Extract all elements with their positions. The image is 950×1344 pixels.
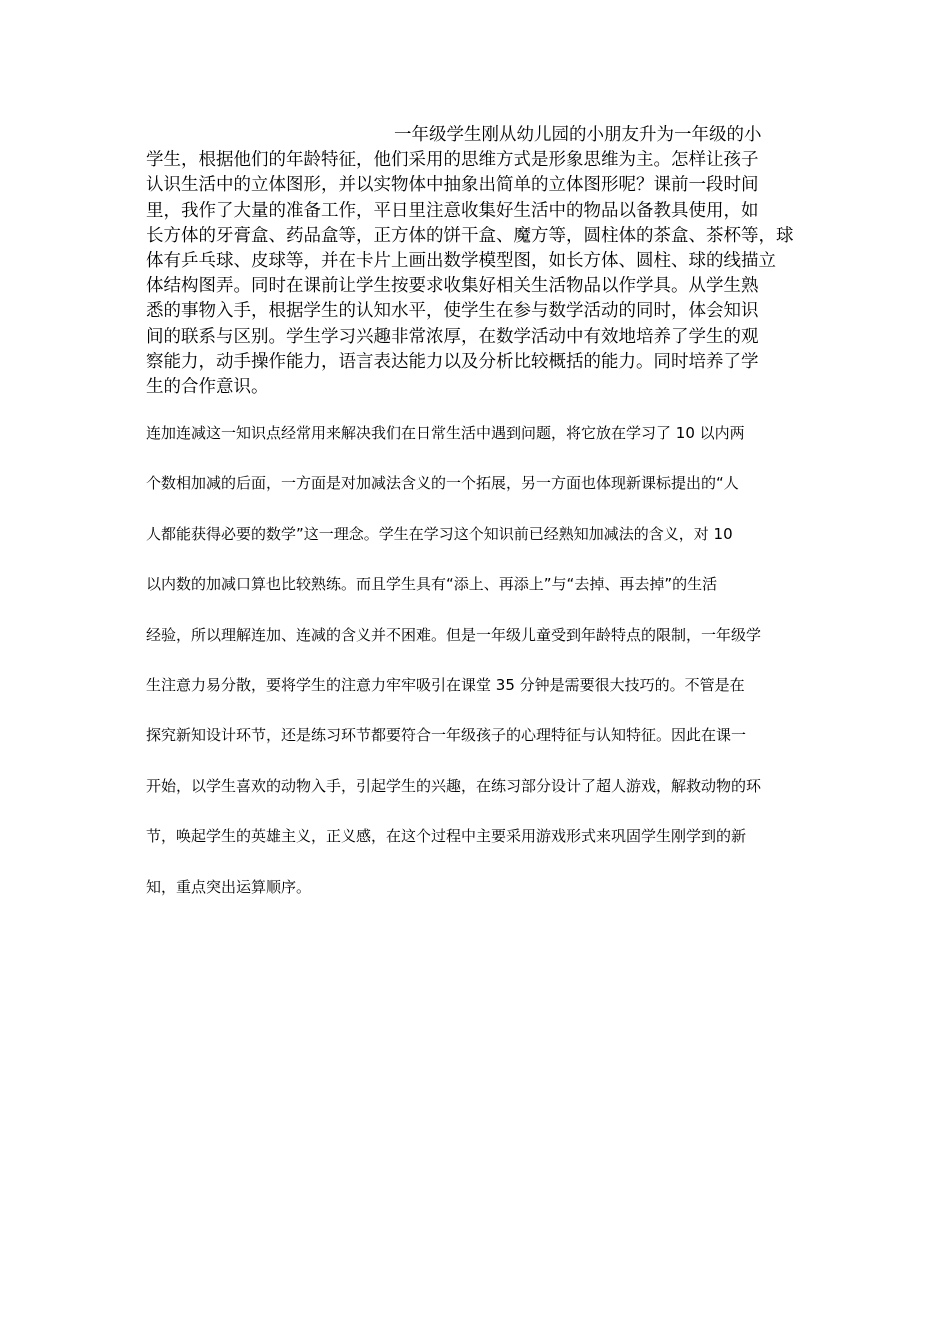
paragraph-1-line: 学生，根据他们的年龄特征，他们采用的思维方式是形象思维为主。怎样让孩子	[146, 150, 759, 171]
paragraph-1-line: 间的联系与区别。学生学习兴趣非常浓厚，在数学活动中有效地培养了学生的观	[146, 326, 759, 347]
paragraph-2-line: 个数相加减的后面，一方面是对加减法含义的一个拓展，另一方面也体现新课标提出的“人	[146, 474, 739, 493]
paragraph-1-line: 察能力，动手操作能力，语言表达能力以及分析比较概括的能力。同时培养了学	[146, 351, 759, 372]
paragraph-1-line: 生的合作意识。	[146, 377, 269, 398]
paragraph-2-line: 经验，所以理解连加、连减的含义并不困难。但是一年级儿童受到年龄特点的限制，一年级学	[146, 625, 762, 644]
paragraph-2-line: 探究新知设计环节，还是练习环节都要符合一年级孩子的心理特征与认知特征。因此在课一	[146, 726, 747, 745]
paragraph-1-line: 悉的事物入手，根据学生的认知水平，使学生在参与数学活动的同时，体会知识	[146, 301, 759, 322]
paragraph-2	[146, 420, 809, 924]
paragraph-2-line: 知，重点突出运算顺序。	[146, 877, 312, 896]
paragraph-2-line: 开始，以学生喜欢的动物入手，引起学生的兴趣，在练习部分设计了超人游戏，解救动物的环	[146, 776, 762, 795]
paragraph-1	[146, 123, 809, 400]
paragraph-2-line: 生注意力易分散，要将学生的注意力牢牢吸引在课堂 35 分钟是需要很大技巧的。不管是在	[146, 675, 745, 694]
paragraph-2-line: 节，唤起学生的英雄主义，正义感，在这个过程中主要采用游戏形式来巩固学生刚学到的新	[146, 827, 747, 846]
paragraph-1-line: 里，我作了大量的准备工作，平日里注意收集好生活中的物品以备教具使用，如	[146, 200, 759, 221]
paragraph-2-line: 连加连减这一知识点经常用来解决我们在日常生活中遇到问题，将它放在学习了 10 以内两	[146, 424, 745, 442]
paragraph-2-line: 人都能获得必要的数学”这一理念。学生在学习这个知识前已经熟知加减法的含义，对 10	[146, 524, 733, 543]
paragraph-2-line: 以内数的加减口算也比较熟练。而且学生具有“添上、再添上”与“去掉、再去掉”的生活	[146, 575, 718, 594]
paragraph-1-line: 体结构图弄。同时在课前让学生按要求收集好相关生活物品以作学具。从学生熟	[146, 276, 759, 297]
paragraph-1-line: 体有乒乓球、皮球等，并在卡片上画出数学模型图，如长方体、圆柱、球的线描立	[146, 251, 776, 272]
paragraph-1-line: 认识生活中的立体图形，并以实物体中抽象出简单的立体图形呢？课前一段时间	[146, 175, 759, 196]
paragraph-1-line: 一年级学生刚从幼儿园的小朋友升为一年级的小	[394, 125, 762, 145]
paragraph-1-line: 长方体的牙膏盒、药品盒等，正方体的饼干盒、魔方等，圆柱体的茶盒、茶杯等，球	[146, 225, 794, 246]
